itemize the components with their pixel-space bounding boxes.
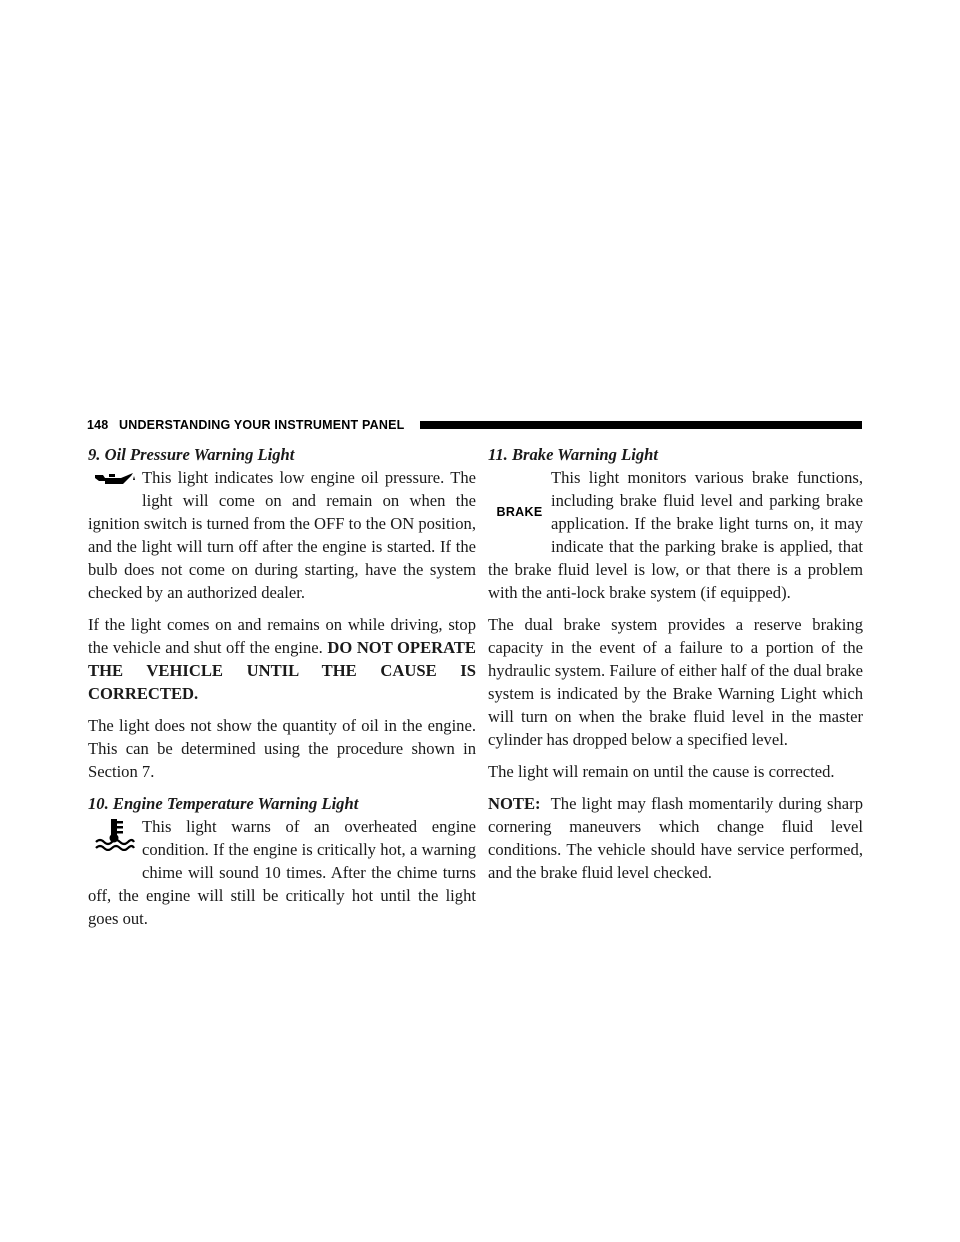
brake-icon-label: BRAKE (496, 504, 543, 519)
oil-pressure-text: This light indicates low engine oil pressure. The light will come on and remain on when the ignition switch is turned from the OFF to the ON position, and the light will turn off after the engine is started. If the bulb does not come on during starting, have the system checked by an authorized dealer. (88, 468, 476, 602)
oil-pressure-intro (88, 466, 476, 604)
oil-can-icon (88, 466, 142, 512)
oil-pressure-paragraph-2 (88, 613, 476, 705)
section-title: UNDERSTANDING YOUR INSTRUMENT PANEL (119, 418, 405, 432)
right-column (488, 443, 863, 893)
oil-pressure-heading: 9. Oil Pressure Warning Light (88, 445, 295, 464)
brake-warning-icon (488, 466, 551, 558)
header-rule (420, 421, 862, 429)
left-column (88, 443, 476, 930)
brake-heading: 11. Brake Warning Light (488, 445, 658, 464)
oil-pressure-paragraph-3: The light does not show the quantity of oil in the engine. This can be determined using the procedure shown in Section 7. (88, 716, 476, 781)
brake-intro (488, 466, 863, 604)
page-header (87, 417, 862, 433)
oil-pressure-instruction: If the light comes on and remains on while driving, stop the vehicle and shut off the engine. (88, 615, 476, 657)
brake-text: This light monitors various brake functions, including brake fluid level and parking brake application. If the brake light turns on, it may indicate that the parking brake is applied, that the brake fluid level is low, or that there is a problem with the anti-lock brake system (if equipped). (488, 468, 863, 602)
engine-temperature-heading: 10. Engine Temperature Warning Light (88, 794, 359, 813)
brake-paragraph-2: The dual brake system provides a reserve braking capacity in the event of a failure to a portion of the hydraulic system. Failure of either half of the dual brake system is indicated by the Brake Warning Light which will turn on when the brake fluid level in the master cylinder has dropped below a specified level. (488, 615, 863, 749)
engine-temperature-intro (88, 815, 476, 930)
note-label: NOTE: (488, 794, 541, 813)
engine-temperature-text: This light warns of an overheated engine condition. If the engine is critically hot, a warning chime will sound 10 times. After the chime turns off, the engine will still be critically hot until the light goes out. (88, 817, 476, 928)
page-number: 148 (87, 418, 109, 432)
oil-pressure-warning: DO NOT OPERATE THE VEHICLE UNTIL THE CAUSE IS CORRECTED. (88, 638, 477, 703)
coolant-temperature-icon (88, 815, 142, 884)
brake-note (488, 792, 863, 884)
brake-paragraph-3: The light will remain on until the cause is corrected. (488, 762, 835, 781)
note-text: The light may flash momentarily during sharp cornering maneuvers which change fluid level conditions. The vehicle should have service performed, and the brake fluid level checked. (488, 794, 863, 882)
